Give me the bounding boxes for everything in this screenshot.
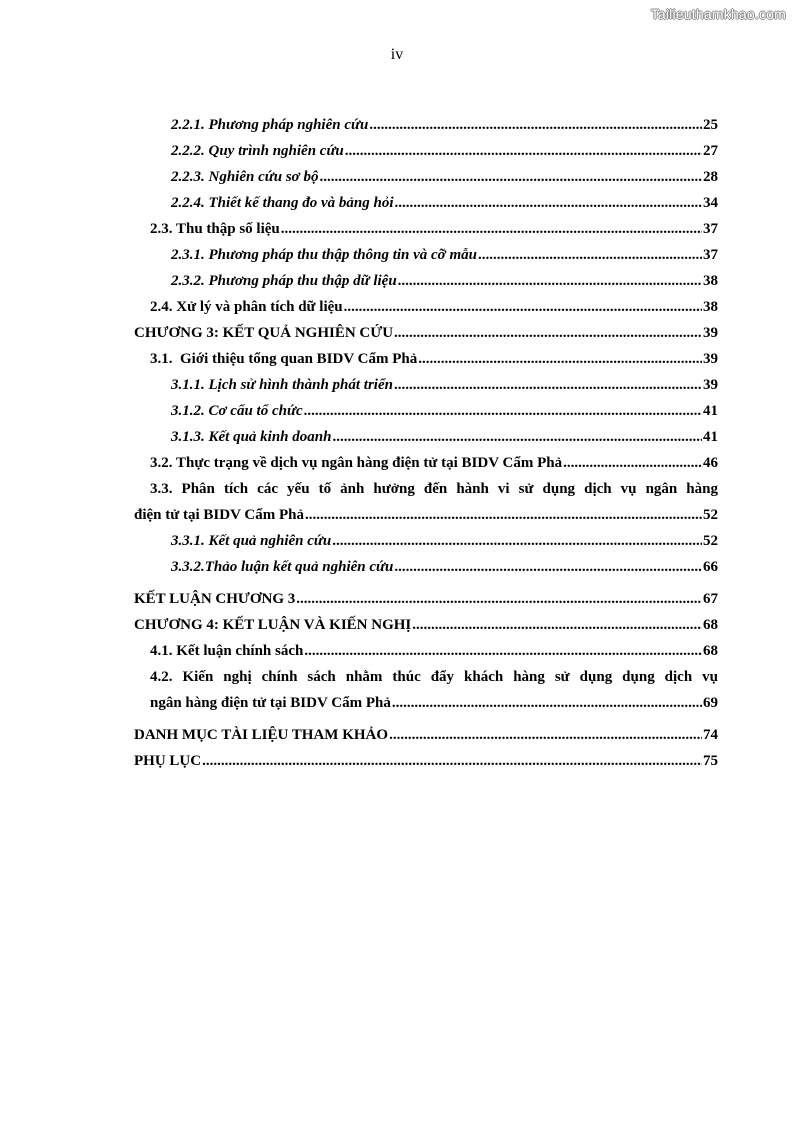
toc-entry-title: 2.2.1. Phương pháp nghiên cứu — [171, 117, 369, 133]
toc-entry-title: 2.2.2. Quy trình nghiên cứu — [171, 143, 344, 159]
toc-entry-3-3-2[interactable] — [134, 554, 718, 580]
toc-entry-title: 3.1.2. Cơ cấu tổ chức — [171, 403, 303, 419]
toc-entry-2-3-2[interactable] — [134, 268, 718, 294]
toc-entry-2-2-2[interactable] — [134, 138, 718, 164]
watermark: Tailieuthamkhao.com — [650, 6, 786, 22]
toc-page-number: 34 — [703, 195, 718, 211]
toc-entry-title: 2.4. Xử lý và phân tích dữ liệu — [150, 299, 343, 315]
toc-page-number: 38 — [703, 273, 718, 289]
toc-page-number: 67 — [703, 591, 718, 607]
toc-page-number: 39 — [703, 377, 718, 393]
toc-entry-title: 3.1.3. Kết quả kinh doanh — [171, 429, 332, 445]
dot-leader — [395, 190, 702, 216]
dot-leader — [369, 112, 702, 138]
toc-page-number: 27 — [703, 143, 718, 159]
dot-leader — [398, 268, 702, 294]
dot-leader — [394, 554, 702, 580]
dot-leader — [392, 690, 702, 716]
toc-page-number: 68 — [703, 617, 718, 633]
toc-page-number: 37 — [703, 221, 718, 237]
toc-entry-3-1-2[interactable] — [134, 398, 718, 424]
toc-entry-title: CHƯƠNG 4: KẾT LUẬN VÀ KIẾN NGHỊ — [134, 617, 412, 633]
dot-leader — [319, 164, 702, 190]
toc-page-number: 52 — [703, 533, 718, 549]
dot-leader — [296, 586, 702, 612]
toc-entry-3-3-1[interactable] — [134, 528, 718, 554]
dot-leader — [563, 450, 702, 476]
toc-entry-title-line-2: ngân hàng điện tử tại BIDV Cẩm Phả — [150, 695, 391, 711]
toc-page-number: 69 — [703, 695, 718, 711]
toc-entry-title: DANH MỤC TÀI LIỆU THAM KHẢO — [134, 727, 389, 743]
toc-entry-2-3-1[interactable] — [134, 242, 718, 268]
dot-leader — [305, 502, 702, 528]
toc-entry-3-1-3[interactable] — [134, 424, 718, 450]
toc-entry-3-1-1[interactable] — [134, 372, 718, 398]
dot-leader — [389, 722, 702, 748]
toc-entry-3-1[interactable] — [134, 346, 718, 372]
toc-entry-title: 4.1. Kết luận chính sách — [150, 643, 304, 659]
toc-page-number: 28 — [703, 169, 718, 185]
toc-entry-title: PHỤ LỤC — [134, 753, 202, 769]
toc-entry-chapter-4[interactable] — [134, 612, 718, 638]
toc-entry-title: 2.3.1. Phương pháp thu thập thông tin và cỡ mẫu — [171, 247, 477, 263]
toc-page-number: 75 — [703, 753, 718, 769]
toc-entry-title: 3.1. Giới thiệu tổng quan BIDV Cẩm Phả — [150, 351, 418, 367]
toc-entry-2-3[interactable] — [134, 216, 718, 242]
toc-entry-conclusion-chapter-3[interactable] — [134, 586, 718, 612]
toc-entry-title: KẾT LUẬN CHƯƠNG 3 — [134, 591, 296, 607]
toc-page-number: 39 — [703, 325, 718, 341]
toc-entry-title: 2.3. Thu thập số liệu — [150, 221, 280, 237]
toc-page-number: 52 — [703, 507, 718, 523]
toc-entry-title-line-1: 3.3. Phân tích các yếu tố ảnh hưởng đến hành vi sử dụng dịch vụ ngân hàng — [150, 481, 718, 497]
toc-entry-4-1[interactable] — [134, 638, 718, 664]
toc-entry-3-2[interactable] — [134, 450, 718, 476]
toc-entry-2-4[interactable] — [134, 294, 718, 320]
toc-page-number: 39 — [703, 351, 718, 367]
toc-page-number: 66 — [703, 559, 718, 575]
toc-page-number: 68 — [703, 643, 718, 659]
toc-entry-references[interactable] — [134, 722, 718, 748]
dot-leader — [304, 398, 702, 424]
toc-entry-2-2-4[interactable] — [134, 190, 718, 216]
dot-leader — [345, 138, 702, 164]
toc-entry-2-2-1[interactable] — [134, 112, 718, 138]
toc-entry-title: 2.2.3. Nghiên cứu sơ bộ — [171, 169, 319, 185]
toc-page-number: 74 — [703, 727, 718, 743]
toc-page-number: 41 — [703, 403, 718, 419]
toc-page-number: 41 — [703, 429, 718, 445]
toc-page-number: 37 — [703, 247, 718, 263]
dot-leader — [332, 528, 702, 554]
toc-page-number: 46 — [703, 455, 718, 471]
toc-entry-appendix[interactable] — [134, 748, 718, 774]
toc-entry-title-line-1: 4.2. Kiến nghị chính sách nhằm thúc đẩy khách hàng sử dụng dụng dịch vụ — [150, 669, 718, 685]
dot-leader — [412, 612, 702, 638]
dot-leader — [332, 424, 702, 450]
toc-entry-4-2[interactable] — [134, 664, 718, 716]
dot-leader — [281, 216, 702, 242]
table-of-contents — [134, 112, 718, 774]
dot-leader — [394, 372, 702, 398]
page-number: iv — [390, 46, 404, 63]
dot-leader — [304, 638, 702, 664]
dot-leader — [344, 294, 702, 320]
toc-entry-title: 3.1.1. Lịch sử hình thành phát triển — [171, 377, 393, 393]
toc-page-number: 25 — [703, 117, 718, 133]
toc-entry-2-2-3[interactable] — [134, 164, 718, 190]
toc-entry-3-3[interactable] — [134, 476, 718, 528]
toc-entry-title: 3.3.1. Kết quả nghiên cứu — [171, 533, 332, 549]
toc-entry-title: 3.3.2.Thảo luận kết quả nghiên cứu — [171, 559, 394, 575]
toc-entry-title: 3.2. Thực trạng về dịch vụ ngân hàng điện tử tại BIDV Cẩm Phả — [150, 455, 563, 471]
toc-page-number: 38 — [703, 299, 718, 315]
toc-entry-title: 2.2.4. Thiết kế thang đo và bảng hỏi — [171, 195, 394, 211]
toc-entry-title: 2.3.2. Phương pháp thu thập dữ liệu — [171, 273, 397, 289]
dot-leader — [394, 320, 702, 346]
dot-leader — [418, 346, 702, 372]
toc-entry-chapter-3[interactable] — [134, 320, 718, 346]
toc-entry-title-line-2: điện tử tại BIDV Cẩm Phả — [134, 507, 304, 523]
dot-leader — [478, 242, 702, 268]
dot-leader — [202, 748, 702, 774]
toc-entry-title: CHƯƠNG 3: KẾT QUẢ NGHIÊN CỨU — [134, 325, 394, 341]
